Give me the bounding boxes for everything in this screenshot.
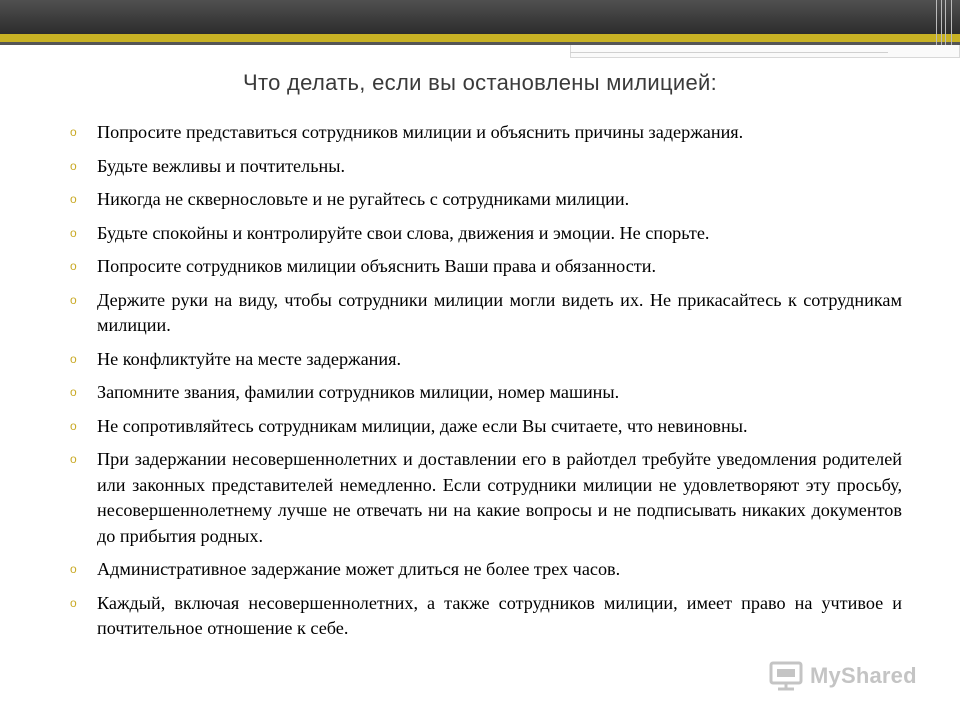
watermark-text: MyShared — [810, 663, 917, 688]
projector-screen-icon — [768, 661, 804, 691]
bullet-icon: o — [70, 292, 77, 307]
list-item-text: Не сопротивляйтесь сотрудникам милиции, даже если Вы считаете, что невиновны. — [97, 415, 748, 436]
gold-stripe — [0, 34, 960, 42]
bullet-icon: o — [70, 351, 77, 366]
list-item — [70, 187, 902, 213]
corner-decoration — [936, 0, 958, 45]
list-item-text: Каждый, включая несовершеннолетних, а также сотрудников милиции, имеет право на учтивое и почтительное отношение к себе. — [97, 592, 902, 638]
bullet-icon: o — [70, 595, 77, 610]
list-item — [70, 380, 902, 406]
list-item — [70, 591, 902, 642]
bullet-icon: o — [70, 562, 77, 576]
list-item-text: Не конфликтуйте на месте задержания. — [97, 348, 402, 369]
advice-list — [70, 120, 902, 650]
bullet-icon: o — [70, 225, 77, 240]
list-item-text: Попросите представиться сотрудников милиции и объяснить причины задержания. — [97, 122, 744, 142]
list-item-text: Никогда не сквернословьте и не ругайтесь с сотрудниками милиции. — [97, 189, 630, 209]
list-item — [70, 447, 902, 549]
list-item-text: Попросите сотрудников милиции объяснить Ваши права и обязанности. — [97, 256, 656, 276]
list-item — [70, 557, 902, 583]
list-item — [70, 347, 902, 373]
decorative-line — [570, 52, 888, 53]
list-item-text: При задержании несовершеннолетних и доставлении его в райотдел требуйте уведомления родителей или законных представителей немедленно. Если сотрудники милиции не удовлетворяют эту просьбу, несовершеннолетнему лучше не отвечать ни на какие вопросы и не подписывать никаких документов до прибытия родных. — [97, 449, 902, 546]
list-item — [70, 254, 902, 280]
list-item — [70, 288, 902, 339]
bullet-icon: o — [70, 259, 77, 273]
header-bar — [0, 0, 960, 34]
bullet-icon: o — [70, 385, 77, 399]
bullet-icon: o — [70, 452, 77, 466]
list-item-text: Держите руки на виду, чтобы сотрудники милиции могли видеть их. Не прикасайтесь к сотрудникам милиции. — [97, 289, 902, 335]
slide-title: Что делать, если вы остановлены милицией: — [243, 70, 717, 95]
list-item — [70, 414, 902, 440]
bullet-icon: o — [70, 158, 77, 173]
list-item-text: Будьте спокойны и контролируйте свои слова, движения и эмоции. Не спорьте. — [97, 222, 710, 243]
list-item-text: Административное задержание может длиться не более трех часов. — [97, 559, 621, 579]
list-item — [70, 221, 902, 247]
list-item-text: Запомните звания, фамилии сотрудников милиции, номер машины. — [97, 382, 620, 402]
list-item-text: Будьте вежливы и почтительны. — [97, 155, 345, 176]
watermark — [768, 660, 917, 692]
bullet-icon: o — [70, 418, 77, 433]
bullet-icon: o — [70, 192, 77, 206]
list-item — [70, 154, 902, 180]
list-item — [70, 120, 902, 146]
bullet-icon: o — [70, 125, 77, 139]
